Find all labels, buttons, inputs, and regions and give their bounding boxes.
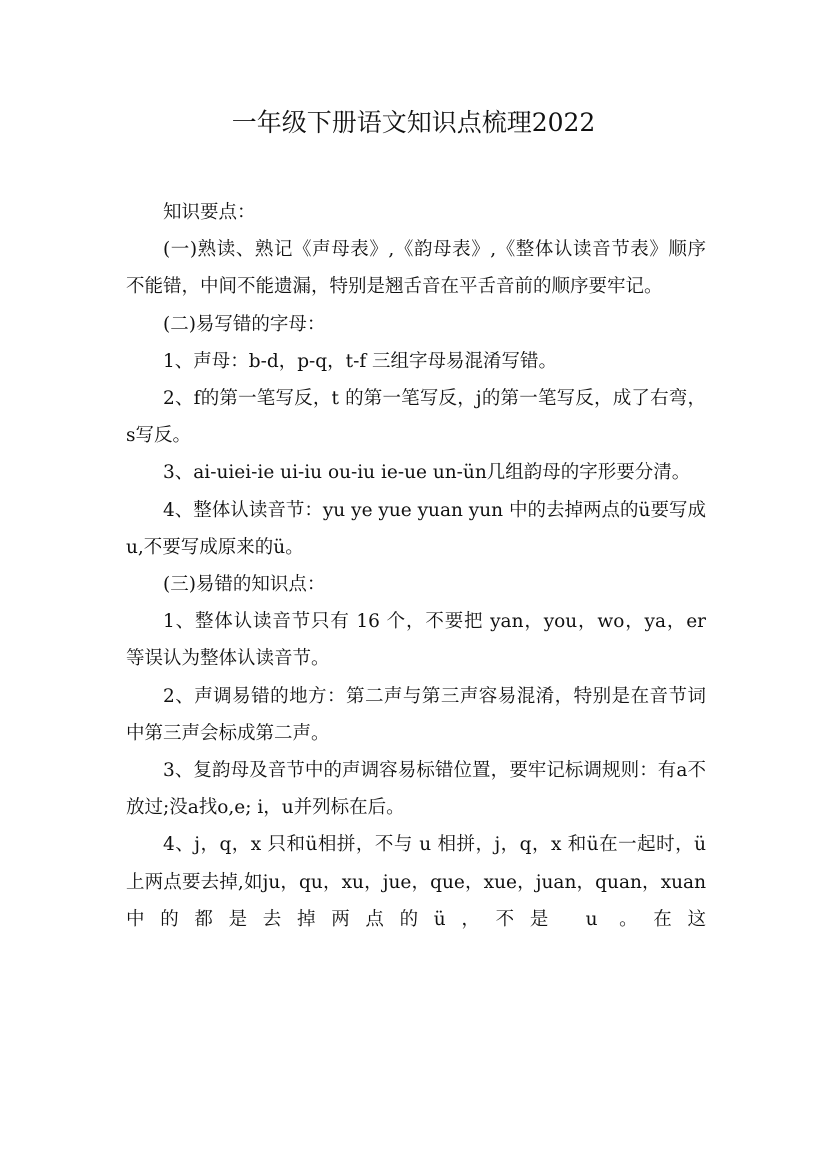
paragraph-section-1: (一)熟读、熟记《声母表》,《韵母表》,《整体认读音节表》顺序不能错，中间不能遗漏，特别是翘舌音在平舌音前的顺序要牢记。 — [126, 239, 706, 298]
paragraph-item-3-4: 4、j，q，x 只和ü相拼，不与 u 相拼，j，q，x 和ü在一起时，ü上两点要去掉,如ju，qu，xu，jue，que，xue，juan，quan，xuan中的都是去掉两点的ü，不是 u 。在这 — [126, 834, 706, 930]
paragraph-item-2-2: 2、f的第一笔写反，t 的第一笔写反，j的第一笔写反，成了右弯，s写反。 — [126, 388, 706, 447]
paragraph-item-2-3: 3、ai-uiei-ie ui-iu ou-iu ie-ue un-ün几组韵母的字形要分清。 — [163, 462, 691, 484]
paragraph-item-3-2: 2、声调易错的地方：第二声与第三声容易混淆，特别是在音节词中第三声会标成第二声。 — [126, 685, 706, 744]
paragraph-item-2-4: 4、整体认读音节：yu ye yue yuan yun 中的去掉两点的ü要写成u,不要写成原来的ü。 — [126, 499, 706, 558]
paragraph-knowledge-points: 知识要点： — [163, 202, 256, 223]
paragraph-item-3-1: 1、整体认读音节只有 16 个，不要把 yan，you，wo，ya，er 等误认为整体认读音节。 — [126, 611, 706, 670]
paragraph-item-3-3: 3、复韵母及音节中的声调容易标错位置，要牢记标调规则：有a不放过;没a找o,e; i，u并列标在后。 — [126, 760, 706, 819]
document-body — [126, 194, 706, 938]
document-title: 一年级下册语文知识点梳理2022 — [231, 108, 596, 137]
paragraph-section-3-heading: (三)易错的知识点： — [163, 574, 326, 596]
paragraph-item-2-1: 1、声母：b-d，p-q，t-f 三组字母易混淆写错。 — [163, 350, 558, 372]
paragraph-section-2-heading: (二)易写错的字母： — [163, 313, 326, 335]
